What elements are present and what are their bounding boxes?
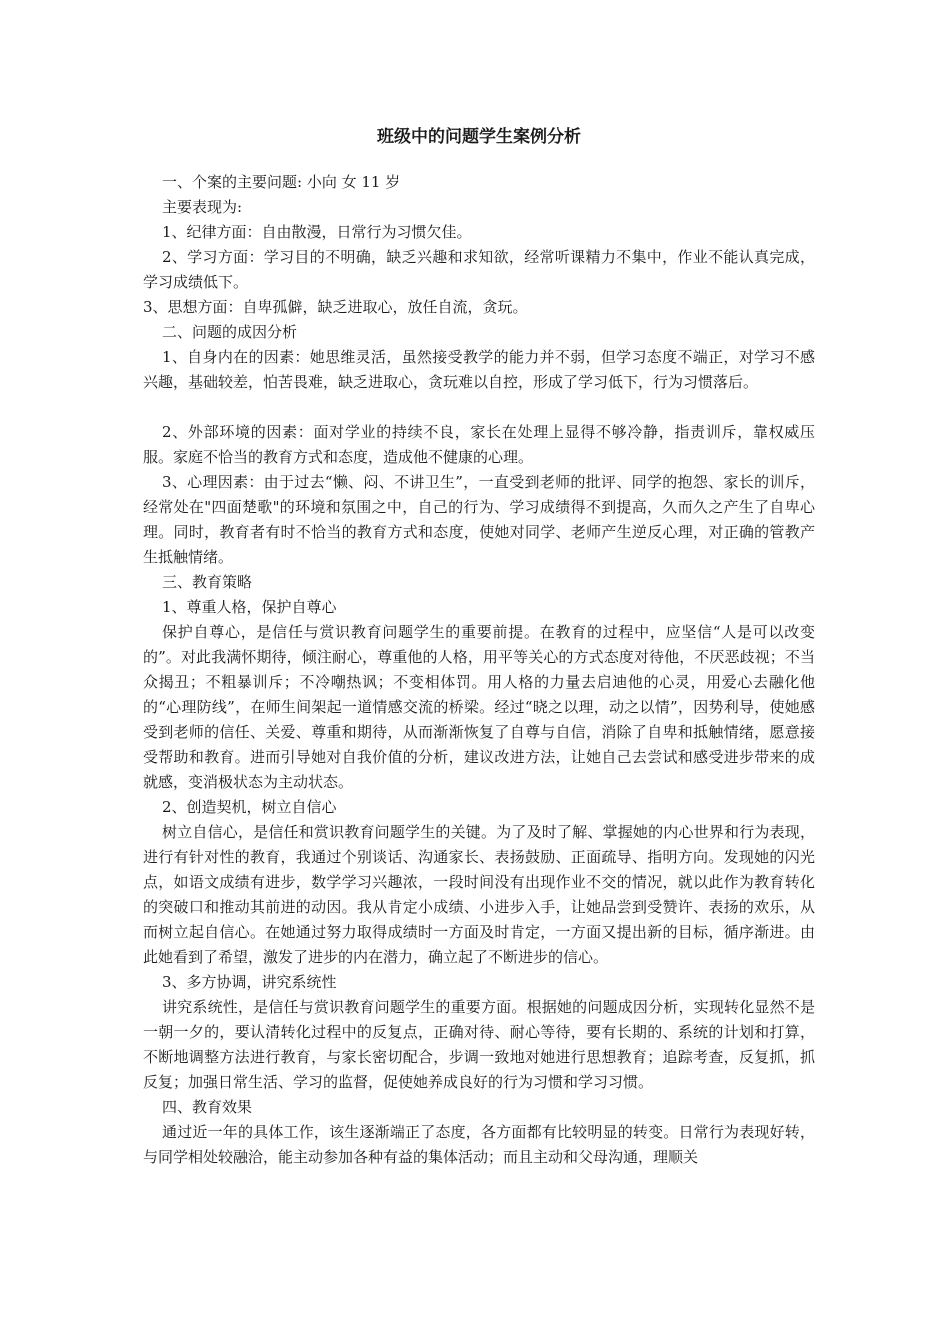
- paragraph: 1、纪律方面：自由散漫，日常行为习惯欠佳。: [162, 223, 472, 241]
- subheading: 3、多方协调，讲究系统性: [162, 973, 337, 991]
- section-heading-strategy: 三、教育策略: [162, 573, 253, 591]
- subheading: 1、尊重人格，保护自尊心: [162, 598, 337, 616]
- blank-line: [143, 395, 815, 420]
- section-heading-problem: 一、个案的主要问题: 小向 女 11 岁: [162, 173, 401, 191]
- paragraph: 1、自身内在的因素：她思维灵活，虽然接受教学的能力并不弱，但学习态度不端正，对学习不感兴趣，基础较差，怕苦畏难，缺乏进取心，贪玩难以自控，形成了学习低下，行为习惯落后。: [143, 348, 815, 391]
- section-heading-results: 四、教育效果: [162, 1098, 253, 1116]
- paragraph: 保护自尊心，是信任与赏识教育问题学生的重要前提。在教育的过程中，应坚信“人是可以改变的”。对此我满怀期待，倾注耐心，尊重他的人格，用平等关心的方式态度对待他，不厌恶歧视；不当众揭丑；不粗暴训斥；不冷嘲热讽；不变相体罚。用人格的力量去启迪他的心灵，用爱心去融化他的“心理防线”，在师生间架起一道情感交流的桥梁。经过“晓之以理，动之以情”，因势利导，使她感受到老师的信任、关爱、尊重和期待，从而渐渐恢复了自尊与自信，消除了自卑和抵触情绪，愿意接受帮助和教育。进而引导她对自我价值的分析，建议改进方法，让她自己去尝试和感受进步带来的成就感，变消极状态为主动状态。: [143, 623, 815, 791]
- paragraph: 主要表现为:: [162, 198, 243, 216]
- paragraph: 树立自信心，是信任和赏识教育问题学生的关键。为了及时了解、掌握她的内心世界和行为表现，进行有针对性的教育，我通过个别谈话、沟通家长、表扬鼓励、正面疏导、指明方向。发现她的闪光点，如语文成绩有进步，数学学习兴趣浓，一段时间没有出现作业不交的情况，就以此作为教育转化的突破口和推动其前进的动因。我从肯定小成绩、小进步入手，让她品尝到受赞许、表扬的欢乐，从而树立起自信心。在她通过努力取得成绩时一方面及时肯定，一方面又提出新的目标，循序渐进。由此她看到了希望，激发了进步的内在潜力，确立起了不断进步的信心。: [143, 823, 815, 966]
- paragraph: 3、心理因素：由于过去“懒、闷、不讲卫生”，一直受到老师的批评、同学的抱怨、家长的训斥，经常处在"四面楚歌"的环境和氛围之中，自己的行为、学习成绩得不到提高，久而久之产生了自卑心理。同时，教育者有时不恰当的教育方式和态度，使她对同学、老师产生逆反心理，对正确的管教产生抵触情绪。: [143, 473, 815, 566]
- subheading: 2、创造契机，树立自信心: [162, 798, 337, 816]
- paragraph: 通过近一年的具体工作，该生逐渐端正了态度，各方面都有比较明显的转变。日常行为表现好转，与同学相处较融洽，能主动参加各种有益的集体活动；而且主动和父母沟通，理顺关: [143, 1123, 815, 1166]
- paragraph: 2、学习方面：学习目的不明确，缺乏兴趣和求知欲，经常听课精力不集中，作业不能认真完成，学习成绩低下。: [143, 248, 815, 291]
- document-title: 班级中的问题学生案例分析: [377, 127, 581, 147]
- paragraph: 2、外部环境的因素：面对学业的持续不良，家长在处理上显得不够冷静，指责训斥，靠权威压服。家庭不恰当的教育方式和态度，造成他不健康的心理。: [143, 423, 815, 466]
- section-heading-causes: 二、问题的成因分析: [162, 323, 298, 341]
- document-body: [143, 125, 815, 1170]
- paragraph: 讲究系统性，是信任与赏识教育问题学生的重要方面。根据她的问题成因分析，实现转化显然不是一朝一夕的，要认清转化过程中的反复点，正确对待、耐心等待，要有长期的、系统的计划和打算，不断地调整方法进行教育，与家长密切配合，步调一致地对她进行思想教育；追踪考查，反复抓，抓反复；加强日常生活、学习的监督，促使她养成良好的行为习惯和学习习惯。: [143, 998, 815, 1091]
- paragraph: 3、思想方面：自卑孤僻，缺乏进取心，放任自流，贪玩。: [143, 298, 528, 316]
